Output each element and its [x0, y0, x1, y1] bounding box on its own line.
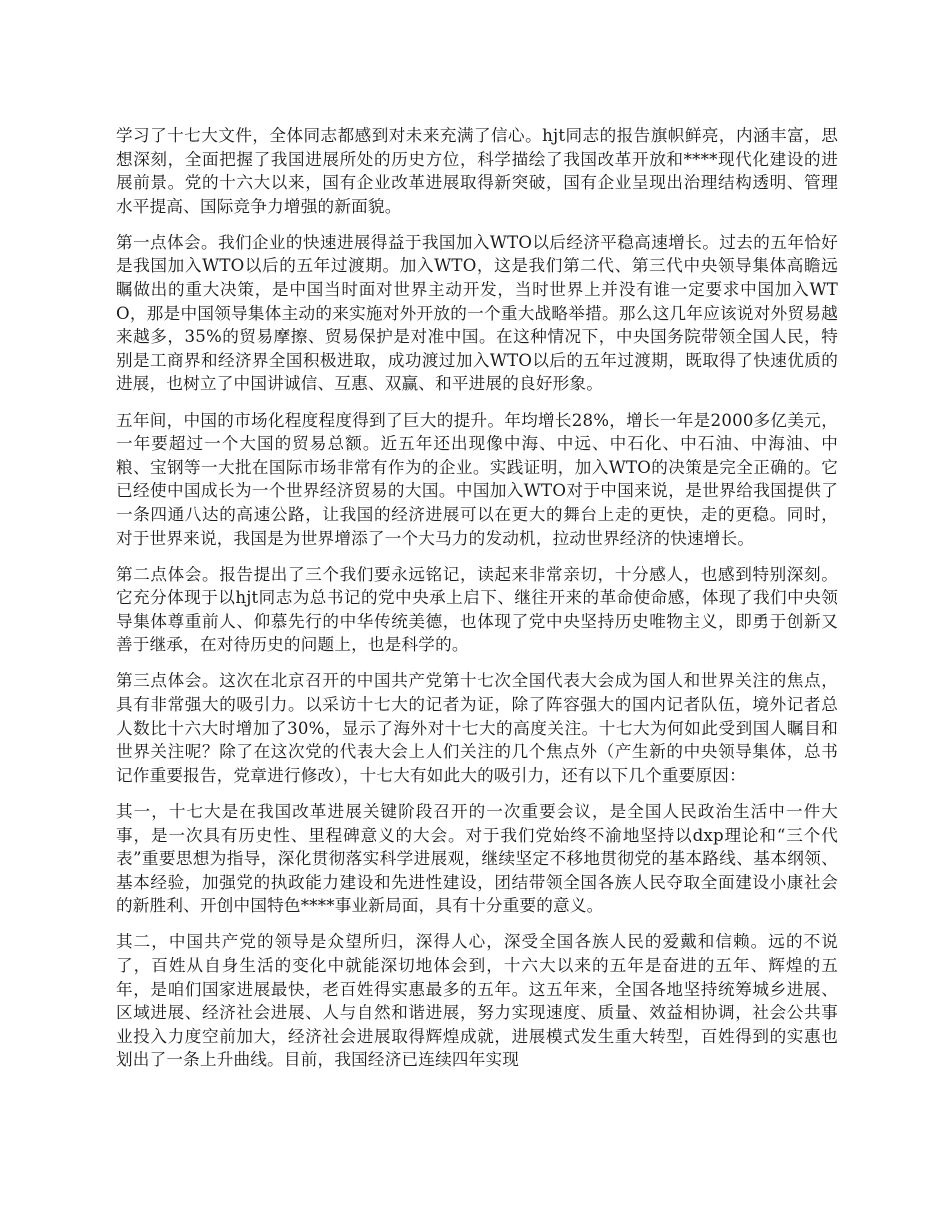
paragraph-five-years: 五年间，中国的市场化程度程度得到了巨大的提升。年均增长28%，增长一年是2000多亿美元，一年要超过一个大国的贸易总额。近五年还出现像中海、中远、中石化、中石油、中海油、中粮、宝钢等一大批在国际市场非常有作为的企业。实践证明，加入WTO的决策是完全正确的。它已经使中国成长为一个世界经济贸易的大国。中国加入WTO对于中国来说，是世界给我国提供了一条四通八达的高速公路，让我国的经济进展可以在更大的舞台上走的更快，走的更稳。同时，对于世界来说，我国是为世界增添了一个大马力的发动机，拉动世界经济的快速增长。 [116, 410, 838, 548]
paragraph-second-point: 第二点体会。报告提出了三个我们要永远铭记，读起来非常亲切，十分感人，也感到特别深刻。它充分体现于以hjt同志为总书记的党中央承上启下、继往开来的革命使命感，体现了我们中央领导集体尊重前人、仰慕先行的中华传统美德，也体现了党中央坚持历史唯物主义，即勇于创新又善于继承，在对待历史的问题上，也是科学的。 [116, 564, 838, 655]
paragraph-first-point: 第一点体会。我们企业的快速进展得益于我国加入WTO以后经济平稳高速增长。过去的五年恰好是我国加入WTO以后的五年过渡期。加入WTO，这是我们第二代、第三代中央领导集体高瞻远瞩做出的重大决策，是中国当时面对世界主动开发，当时世界上并没有谁一定要求中国加入WTO，那是中国领导集体主动的来实施对外开放的一个重大战略举措。那么这几年应该说对外贸易越来越多，35%的贸易摩擦、贸易保护是对准中国。在这种情况下，中央国务院带领全国人民，特别是工商界和经济界全国积极进取，成功渡过加入WTO以后的五年过渡期，既取得了快速优质的进展，也树立了中国讲诚信、互惠、双赢、和平进展的良好形象。 [116, 232, 838, 394]
paragraph-intro: 学习了十七大文件，全体同志都感到对未来充满了信心。hjt同志的报告旗帜鲜亮，内涵丰富，思想深刻，全面把握了我国进展所处的历史方位，科学描绘了我国改革开放和****现代化建设的进展前景。党的十六大以来，国有企业改革进展取得新突破，国有企业呈现出治理结构透明、管理水平提高、国际竞争力增强的新面貌。 [116, 126, 838, 216]
document-body [116, 124, 838, 1084]
paragraph-reason-two: 其二，中国共产党的领导是众望所归，深得人心，深受全国各族人民的爱戴和信赖。远的不说了，百姓从自身生活的变化中就能深切地体会到，十六大以来的五年是奋进的五年、辉煌的五年，是咱们国家进展最快，老百姓得实惠最多的五年。这五年来，全国各地坚持统筹城乡进展、区域进展、经济社会进展、人与自然和谐进展，努力实现速度、质量、效益相协调，社会公共事业投入力度空前加大，经济社会进展取得辉煌成就，进展模式发生重大转型，百姓得到的实惠也划出了一条上升曲线。目前，我国经济已连续四年实现 [116, 932, 838, 1070]
paragraph-third-point: 第三点体会。这次在北京召开的中国共产党第十七次全国代表大会成为国人和世界关注的焦点，具有非常强大的吸引力。以采访十七大的记者为证，除了阵容强大的国内记者队伍，境外记者总人数比十六大时增加了30%，显示了海外对十七大的高度关注。十七大为何如此受到国人瞩目和世界关注呢？除了在这次党的代表大会上人们关注的几个焦点外（产生新的中央领导集体，总书记作重要报告，党章进行修改），十七大有如此大的吸引力，还有以下几个重要原因： [116, 671, 838, 785]
paragraph-reason-one: 其一，十七大是在我国改革进展关键阶段召开的一次重要会议，是全国人民政治生活中一件大事，是一次具有历史性、里程碑意义的大会。对于我们党始终不渝地坚持以dxp理论和“三个代表”重要思想为指导，深化贯彻落实科学进展观，继续坚定不移地贯彻党的基本路线、基本纲领、基本经验，加强党的执政能力建设和先进性建设，团结带领全国各族人民夺取全面建设小康社会的新胜利、开创中国特色****事业新局面，具有十分重要的意义。 [116, 801, 838, 916]
